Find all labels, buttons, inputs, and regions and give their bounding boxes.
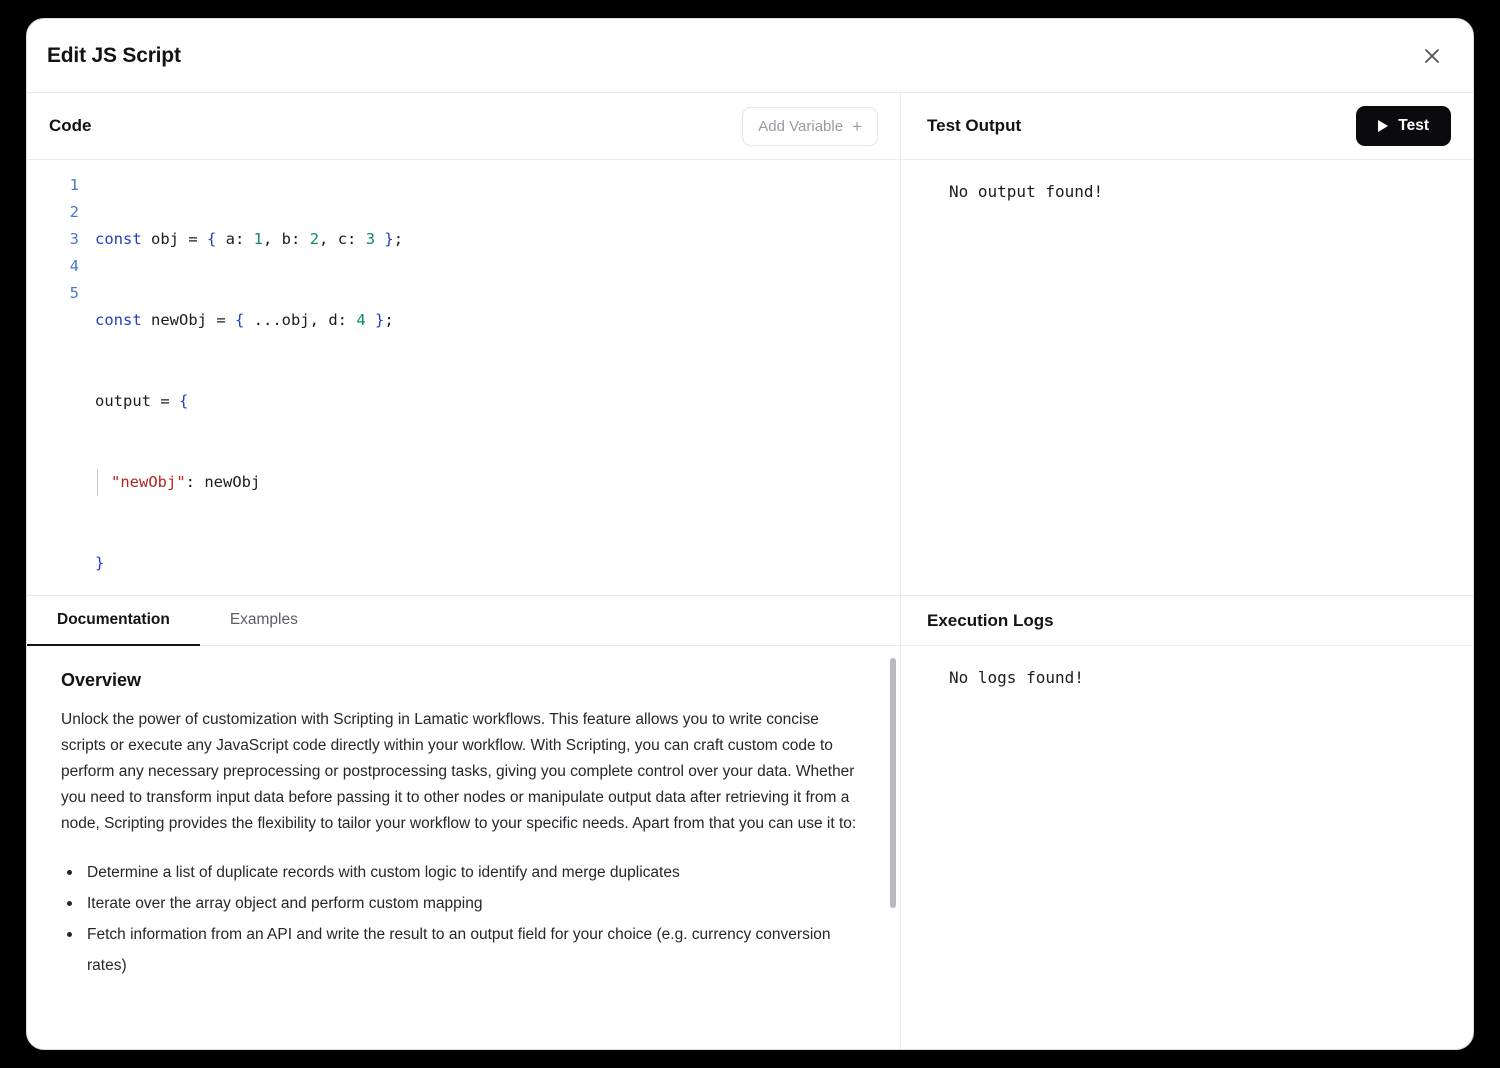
code-panel-header [27, 93, 900, 159]
line-number: 5 [69, 284, 79, 302]
code-line-4: "newObj": newObj [93, 469, 900, 496]
right-column [901, 93, 1473, 1049]
code-line-5: } [95, 554, 105, 572]
list-item: Determine a list of duplicate records with custom logic to identify and merge duplicates [61, 857, 851, 888]
overview-paragraph: Unlock the power of customization with Scripting in Lamatic workflows. This feature allows you to write concise scripts or execute any JavaScript code directly within your workflow. With Scripting, you can craft custom code to perform any necessary preprocessing or postprocessing tasks, giving you complete control over your data. Whether you need to transform input data before passing it to other nodes or manipulate output data after retrieving it from a node, Scripting provides the flexibility to tailor your workflow to your specific needs. Apart from that you can use it to: [61, 711, 857, 832]
code-line-3: output = { [95, 392, 189, 410]
code-editor[interactable] [27, 159, 900, 595]
line-number: 1 [69, 176, 79, 194]
tab-documentation[interactable]: Documentation [27, 596, 200, 646]
dialog-header [27, 19, 1473, 93]
close-icon[interactable] [1417, 41, 1447, 71]
add-variable-button[interactable] [742, 107, 878, 146]
list-item: Fetch information from an API and write the result to an output field for your choice (e.g. currency conversion rates) [61, 919, 851, 981]
plus-icon: + [852, 116, 862, 136]
execution-logs-content [901, 645, 1473, 1049]
docs-scrollbar[interactable] [890, 658, 896, 908]
left-column [27, 93, 901, 1049]
add-variable-label: Add Variable [758, 117, 844, 135]
line-number: 4 [69, 257, 79, 275]
test-output-empty-message: No output found! [949, 182, 1104, 201]
code-line-1: const obj = { a: 1, b: 2, c: 3 }; [95, 230, 404, 248]
code-line-2: const newObj = { ...obj, d: 4 }; [95, 311, 394, 329]
execution-logs-header [901, 595, 1473, 645]
test-output-heading: Test Output [927, 116, 1022, 135]
docs-bullet-list [61, 857, 866, 981]
documentation-panel [27, 595, 900, 1049]
code-text[interactable] [93, 172, 900, 595]
line-number: 2 [69, 203, 79, 221]
execution-logs-heading: Execution Logs [927, 610, 1054, 630]
test-button[interactable] [1356, 106, 1451, 146]
list-item: Iterate over the array object and perform custom mapping [61, 888, 851, 919]
tab-examples[interactable]: Examples [229, 611, 298, 628]
code-heading: Code [49, 116, 92, 135]
dialog-body [27, 93, 1473, 1049]
execution-logs-empty-message: No logs found! [949, 668, 1084, 687]
play-icon [1378, 120, 1388, 132]
test-button-label: Test [1398, 117, 1429, 134]
test-output-content [901, 159, 1473, 595]
test-output-header [901, 93, 1473, 159]
docs-content [27, 646, 900, 1049]
edit-js-script-dialog [26, 18, 1474, 1050]
line-number-gutter [27, 172, 93, 595]
line-number: 3 [69, 230, 79, 248]
page-title: Edit JS Script [47, 43, 181, 67]
docs-tabs [27, 596, 900, 646]
overview-heading: Overview [61, 670, 142, 690]
